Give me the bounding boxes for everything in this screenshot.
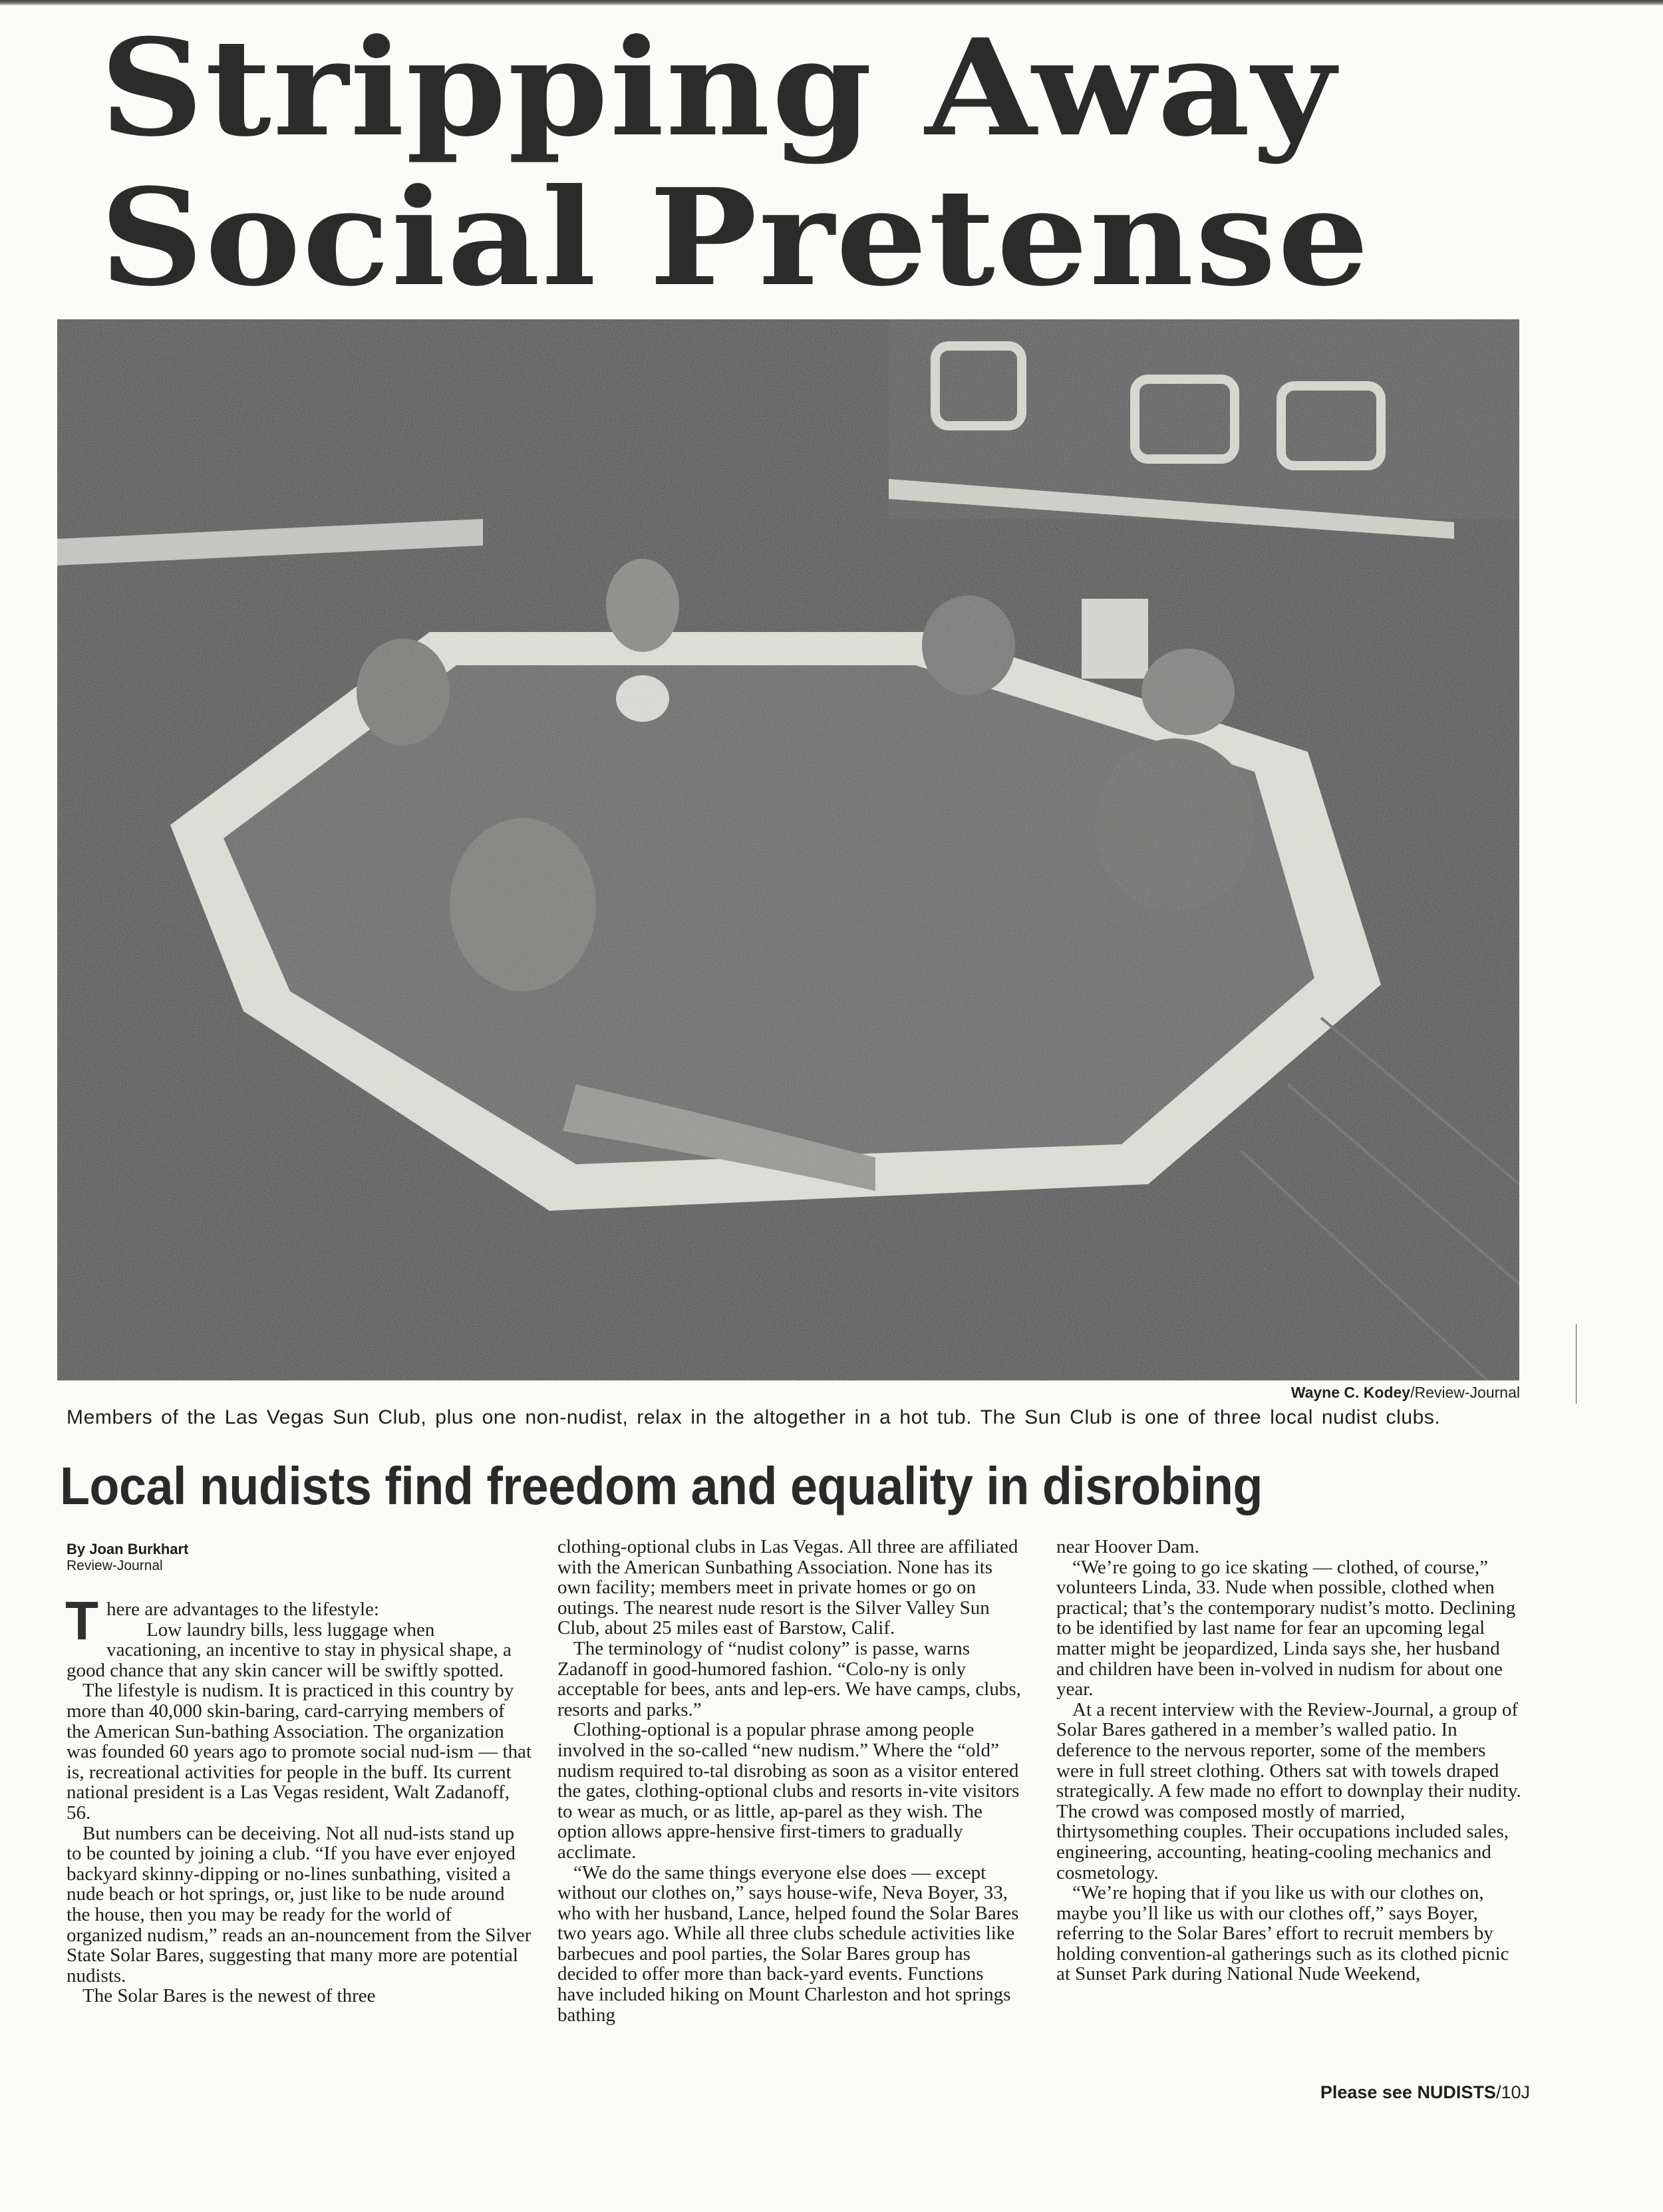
headline-line-2: Social Pretense bbox=[100, 160, 1371, 316]
continued-label: Please see NUDISTS bbox=[1320, 2082, 1496, 2102]
photo-illustration bbox=[57, 319, 1519, 1380]
subheadline: Local nudists find freedom and equality in disrobing bbox=[60, 1456, 1263, 1515]
byline-organization: Review-Journal bbox=[67, 1558, 163, 1573]
lead-line-1: here are advantages to the lifestyle: bbox=[106, 1599, 379, 1620]
lead-line-2: Low laundry bills, less luggage when bbox=[146, 1619, 435, 1641]
paragraph: At a recent interview with the Review-Journal, a group of Solar Bares gathered in a member’s walled patio. In deference to the nervous reporter, some of the members were in full street clothing. Others sat with towels draped strategically. A few made no effort to downplay their nudity. The crowd was composed mostly of married, thirtysomething couples. Their occupations included sales, engineering, accounting, heating-cooling mechanics and cosmetology. bbox=[1056, 1698, 1521, 1883]
continued-page: /10J bbox=[1495, 2082, 1530, 2102]
paragraph: The lifestyle is nudism. It is practiced in this country by more than 40,000 skin-baring, card-carrying members of the American Sun-bathing Association. The organization was founded 60 years ago to promote social nud-ism — that is, recreational activities for people in the buff. Its current national president is a Las Vegas resident, Walt Zadanoff, 56. bbox=[67, 1680, 532, 1823]
lead-rest: vacationing, an incentive to stay in physical shape, a good chance that any skin cancer will be swiftly spotted. bbox=[67, 1639, 512, 1681]
headline-line-1: Stripping Away bbox=[100, 10, 1337, 166]
paragraph: The Solar Bares is the newest of three bbox=[82, 1985, 376, 2007]
paragraph: “We do the same things everyone else does — except without our clothes on,” says house-wife, Neva Boyer, 33, who with her husband, Lance, helped found the Solar Bares two years ago. While all three clubs schedule activities like barbecues and pool parties, the Solar Bares group has decided to offer more than back-yard events. Functions have included hiking on Mount Charleston and hot springs bathing bbox=[557, 1861, 1019, 2026]
paragraph: “We’re going to go ice skating — clothed, of course,” volunteers Linda, 33. Nude when possible, clothed when practical; that’s the contemporary nudist’s motto. Declining to be identified by last name for fear an upcoming legal matter might be jeopardized, Linda says she, her husband and children have been in-volved in nudism for about one year. bbox=[1056, 1556, 1516, 1700]
lead-paragraph bbox=[65, 1591, 532, 1681]
paragraph: Clothing-optional is a popular phrase among people involved in the so-called “new nudism.” Where the “old” nudism required to-tal disrobing as soon as a visitor entered the gates, clothing-optional clubs and resorts in-vite visitors to wear as much, or as little, ap-parel as they wish. The option allows appre-hensive first-timers to gradually acclimate. bbox=[557, 1719, 1020, 1863]
article-column-1 bbox=[67, 1541, 532, 2006]
paragraph: near Hoover Dam. bbox=[1056, 1536, 1199, 1557]
photo-caption: Members of the Las Vegas Sun Club, plus one non-nudist, relax in the altogether in a hot tub. The Sun Club is one of three local nudist clubs. bbox=[67, 1406, 1441, 1428]
paragraph: clothing-optional clubs in Las Vegas. All three are affiliated with the American Sunbathing Association. None has its own facility; members meet in private homes or go on outings. The nearest nude resort is the Silver Valley Sun Club, about 25 miles east of Barstow, Calif. bbox=[557, 1536, 1018, 1639]
paragraph: But numbers can be deceiving. Not all nud-ists stand up to be counted by joining a club. “If you have ever enjoyed backyard skinny-dipping or no-lines sunbathing, visited a nude beach or hot springs, or, just like to be nude around the house, then you may be ready for the world of organized nudism,” reads an an-nouncement from the Silver State Solar Bares, suggesting that many more are potential nudists. bbox=[67, 1822, 531, 1986]
drop-cap: T bbox=[65, 1591, 99, 1651]
paragraph: “We’re hoping that if you like us with our clothes on, maybe you’ll like us with our clothes off,” says Boyer, referring to the Solar Bares’ effort to recruit members by holding convention-al gatherings such as its clothed picnic at Sunset Park during National Nude Weekend, bbox=[1056, 1882, 1509, 1985]
byline-author: By Joan Burkhart bbox=[67, 1541, 189, 1557]
article-column-3 bbox=[1056, 1537, 1522, 1984]
hot-tub-photo bbox=[57, 319, 1519, 1380]
paragraph: The terminology of “nudist colony” is passe, warns Zadanoff in good-humored fashion. “Colo-ny is only acceptable for bees, ants and lep-ers. We have camps, clubs, resorts and parks.” bbox=[557, 1637, 1021, 1720]
article-column-2 bbox=[557, 1537, 1023, 2025]
column-rule bbox=[1576, 1324, 1577, 1404]
continued-jump-line bbox=[1320, 2082, 1530, 2103]
photo-credit bbox=[1291, 1384, 1520, 1402]
scan-border bbox=[0, 0, 1663, 5]
photo-credit-org: /Review-Journal bbox=[1410, 1384, 1520, 1401]
headline bbox=[100, 10, 1608, 316]
photo-credit-name: Wayne C. Kodey bbox=[1290, 1384, 1411, 1401]
